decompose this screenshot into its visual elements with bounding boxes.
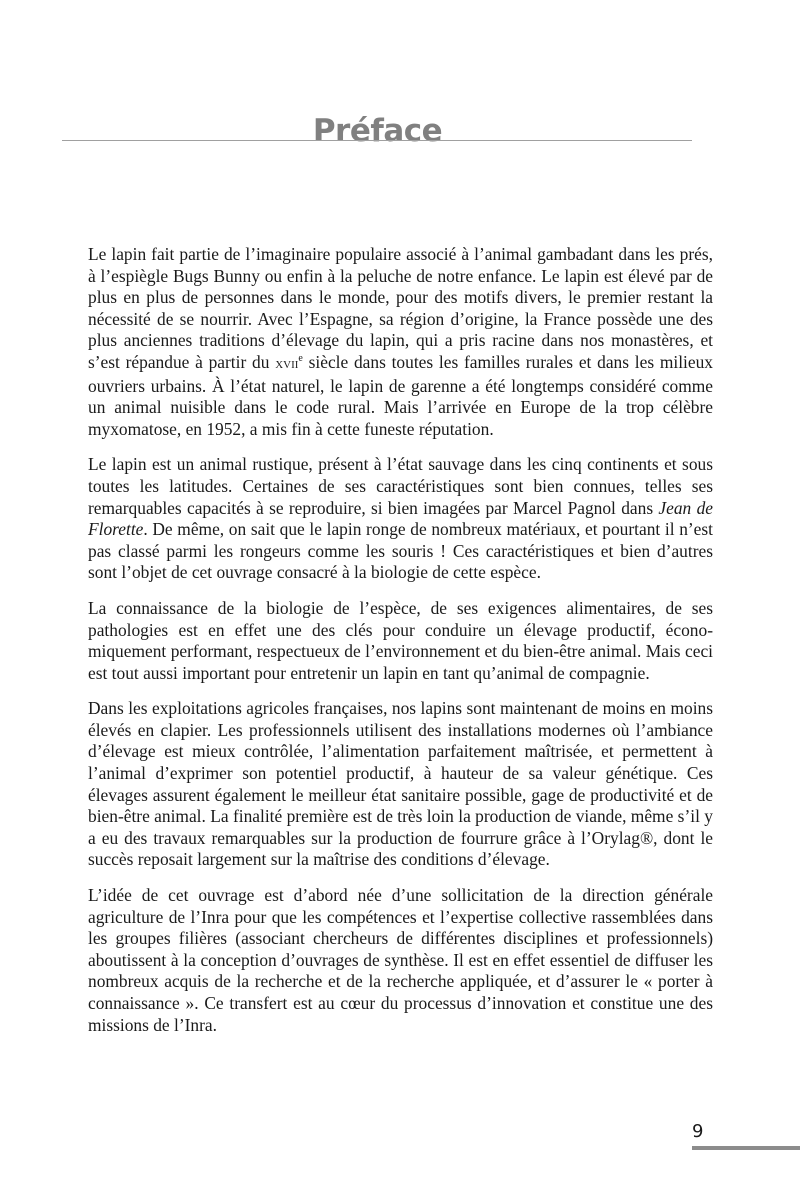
paragraph-2-text-a: Le lapin est un animal rustique, présent à l’état sauvage dans les cinq continents et sous toutes les latitudes. Certaines de ses caractéristiques sont bien connues, telles ses remarquables capacités à se reproduire, si bien imagées par Marcel Pagnol dans — [88, 454, 713, 518]
paragraph-1-text-b: siècle dans toutes les familles rurales et dans les milieux ouvriers urbains. À l’état naturel, le lapin de garenne a été longtemps considéré comme un animal nuisible dans le code rural. Mais l’arrivée en Europe de la trop célèbre myxomatose, en 1952, a mis fin à cette funeste réputation. — [88, 351, 713, 439]
page-number: 9 — [692, 1121, 704, 1142]
book-title-italic: Jean de Florette — [88, 497, 713, 540]
paragraph-3: La connaissance de la biologie de l’espèce, de ses exigences alimentaires, de ses pathologies est en effet une des clés pour conduire un élevage productif, économiquement performant, respectueux de l’environnement et du bien-être animal. Mais ceci est tout aussi important pour entretenir un lapin en tant qu’animal de compagnie. — [88, 597, 713, 683]
century-superscript: e — [298, 353, 303, 365]
page-number-rule — [692, 1146, 800, 1150]
paragraph-5: L’idée de cet ouvrage est d’abord née d’une sollicitation de la direction générale agriculture de l’Inra pour que les compétences et l’expertise collective rassemblées dans les groupes filières (associant chercheurs de différentes disciplines et professionnels) aboutissent à la conception d’ouvrages de synthèse. Il est en effet essentiel de diffuser les nombreux acquis de la recherche et de la recherche appliquée, et d’assurer le « porter à connaissance ». Ce transfert est au cœur du processus d’innovation et constitue une des missions de l’Inra. — [88, 885, 713, 1035]
paragraph-2 — [88, 454, 713, 584]
century-numeral: xvii — [275, 355, 299, 372]
paragraph-2-text-b: . De même, on sait que le lapin ronge de nombreux matériaux, et pourtant il n’est pas classé parmi les rongeurs comme les souris ! Ces caractéristiques et bien d’autres sont l’objet de cet ouvrage consacré à la biologie de cette espèce. — [88, 519, 713, 583]
paragraph-4: Dans les exploitations agricoles françaises, nos lapins sont maintenant de moins en moins élevés en clapier. Les professionnels utilisent des installations modernes où l’ambiance d’élevage est mieux contrôlée, l’alimentation parfaitement maîtrisée, et permettent à l’animal d’exprimer son potentiel productif, à hauteur de sa valeur génétique. Ces élevages assurent également le meilleur état sanitaire possible, gage de productivité et de bien-être animal. La finalité première est de très loin la production de viande, même s’il y a eu des travaux remarquables sur la production de fourrure grâce à l’Orylag®, dont le succès reposait largement sur la maîtrise des conditions d’élevage. — [88, 698, 713, 870]
paragraph-1-text-a: Le lapin fait partie de l’imaginaire populaire associé à l’animal gambadant dans les prés, à l’espiègle Bugs Bunny ou enfin à la peluche de notre enfance. Le lapin est élevé par de plus en plus de personnes dans le monde, pour des motifs divers, le premier restant la nécessité de se nourrir. Avec l’Espagne, sa région d’origine, la France possède une des plus anciennes traditions d’élevage du lapin, qui a pris racine dans nos monastères, et s’est répandue à partir du — [88, 244, 713, 372]
page-title: Préface — [312, 112, 443, 149]
preface-body — [88, 244, 713, 1036]
title-divider — [62, 140, 692, 141]
paragraph-1 — [88, 244, 713, 440]
